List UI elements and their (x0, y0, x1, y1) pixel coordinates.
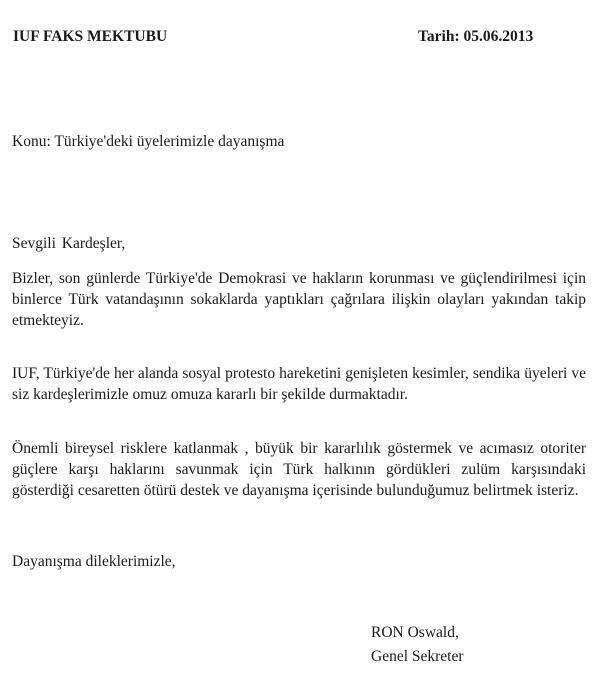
date-label: Tarih: (418, 28, 460, 45)
letter-closing: Dayanışma dileklerimizle, (12, 553, 176, 570)
body-paragraph-1: Bizler, son günlerde Türkiye'de Demokrasi ve hakların korunması ve güçlendirilmesi için binlerce Türk vatandaşının sokaklarda yaptıkları çağrılara ilişkin olayları yakından takip etmekteyiz. (12, 270, 586, 329)
letter-salutation: Sevgili Kardeşler, (12, 235, 126, 252)
signatory-title: Genel Sekreter (371, 648, 464, 665)
date-value: 05.06.2013 (463, 28, 534, 45)
letter-title: IUF FAKS MEKTUBU (13, 28, 168, 45)
body-paragraph-2: IUF, Türkiye'de her alanda sosyal protesto hareketini genişleten kesimler, sendika üyeleri ve siz kardeşlerimizle omuz omuza kararlı bir şekilde durmaktadır. (12, 365, 586, 403)
signatory-name: RON Oswald, (371, 624, 459, 641)
letter-subject: Konu: Türkiye'deki üyelerimizle dayanışma (12, 133, 285, 150)
letter-date (418, 28, 533, 46)
body-paragraph-3: Önemli bireysel risklere katlanmak , büyük bir kararlılık göstermek ve acımasız otoriter güçlere karşı haklarını savunmak için Türk halkının gördükleri zulüm karşısındaki gösterdiği cesaretten ötürü destek ve dayanışma içerisinde bulunduğumuz belirtmek isteriz. (12, 440, 586, 499)
